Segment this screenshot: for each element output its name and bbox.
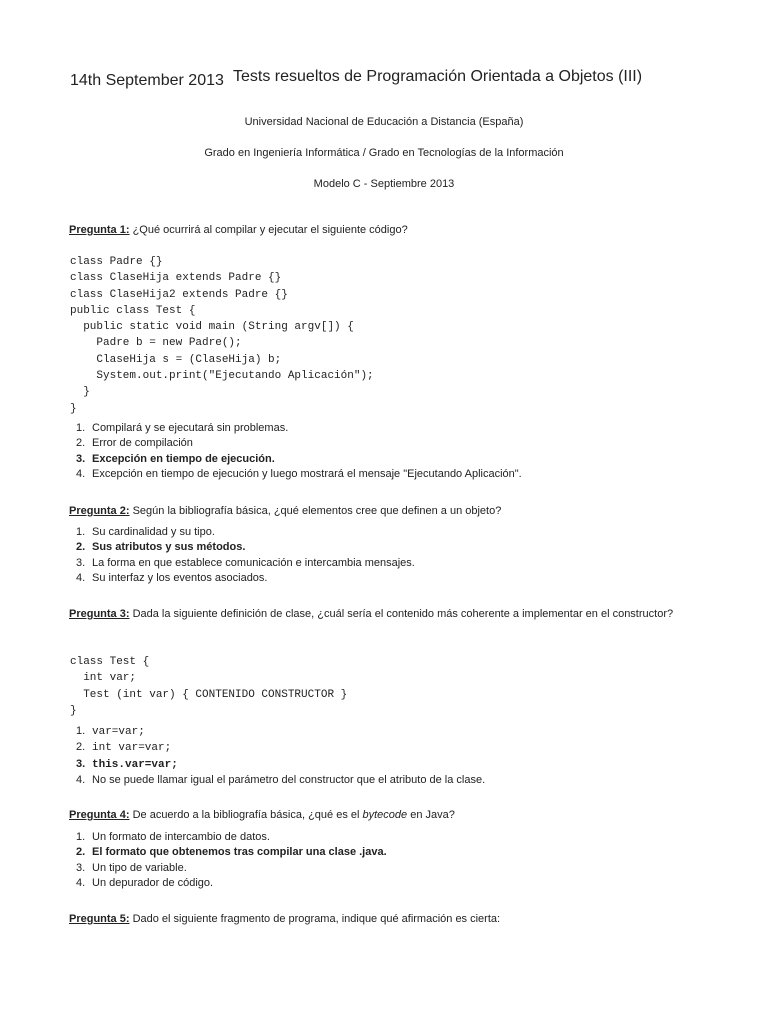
list-item: 3. Un tipo de variable. — [76, 861, 187, 874]
question-2-text: Según la bibliografía básica, ¿qué elementos cree que definen a un objeto? — [132, 505, 502, 517]
list-item: 4. Su interfaz y los eventos asociados. — [76, 571, 268, 584]
list-item-correct: 3. this.var=var; — [76, 757, 178, 771]
question-3-code: class Test { int var; Test (int var) { CONTENIDO CONSTRUCTOR } } — [70, 656, 348, 717]
question-1-code: class Padre {} class ClaseHija extends Padre {} class ClaseHija2 extends Padre {} public class Test { public static void main (String argv[]) { Padre b = new Padre(); ClaseHija s = (ClaseHija) b; System.out.print("Ejecutando Aplicación"); } } — [70, 256, 374, 415]
question-2-options — [0, 525, 415, 586]
question-2-label: Pregunta 2: — [69, 505, 130, 517]
model-line: Modelo C - Septiembre 2013 — [313, 178, 455, 190]
question-4-heading: Pregunta 4: De acuerdo a la bibliografía básica, ¿qué es el bytecode en Java? — [69, 809, 455, 821]
question-1-heading — [69, 224, 408, 236]
question-4-options — [0, 830, 387, 891]
question-1-label: Pregunta 1: — [69, 224, 130, 236]
university-line: Universidad Nacional de Educación a Distancia (España) — [244, 116, 524, 128]
list-item: 4. Excepción en tiempo de ejecución y luego mostrará el mensaje "Ejecutando Aplicación". — [76, 467, 522, 480]
question-1-options — [0, 421, 522, 482]
question-5-heading — [69, 913, 500, 925]
list-item-correct: 2. Sus atributos y sus métodos. — [76, 541, 246, 554]
list-item: 1. Un formato de intercambio de datos. — [76, 831, 270, 843]
list-item: 2. int var=var; — [76, 741, 172, 755]
list-item-correct: 2. El formato que obtenemos tras compilar una clase .java. — [76, 846, 387, 859]
document-title: Tests resueltos de Programación Orientada a Objetos (III) — [233, 68, 643, 85]
list-item: 3. La forma en que establece comunicación e intercambia mensajes. — [76, 556, 415, 569]
list-item: 4. No se puede llamar igual el parámetro del constructor que el atributo de la clase. — [76, 773, 486, 786]
list-item: 1. Compilará y se ejecutará sin problemas. — [76, 422, 289, 434]
document-date: 14th September 2013 — [70, 72, 224, 89]
list-item: 1. Su cardinalidad y su tipo. — [76, 526, 215, 538]
question-3-text: Dada la siguiente definición de clase, ¿cuál sería el contenido más coherente a implementar en el constructor? — [132, 608, 674, 620]
list-item: 2. Error de compilación — [76, 437, 193, 450]
question-5-label: Pregunta 5: — [69, 913, 130, 925]
question-1-text: ¿Qué ocurrirá al compilar y ejecutar el siguiente código? — [132, 224, 408, 236]
question-3-options — [0, 724, 485, 788]
question-3-heading — [69, 606, 694, 622]
question-3-label: Pregunta 3: — [69, 608, 130, 620]
list-item: 1. var=var; — [76, 725, 145, 738]
question-5-text: Dado el siguiente fragmento de programa, indique qué afirmación es cierta: — [132, 913, 501, 925]
question-2-heading — [69, 505, 501, 517]
list-item-correct: 3. Excepción en tiempo de ejecución. — [76, 452, 275, 465]
degree-line: Grado en Ingeniería Informática / Grado en Tecnologías de la Información — [204, 147, 564, 159]
list-item: 4. Un depurador de código. — [76, 876, 214, 889]
question-4-label: Pregunta 4: — [69, 809, 130, 821]
